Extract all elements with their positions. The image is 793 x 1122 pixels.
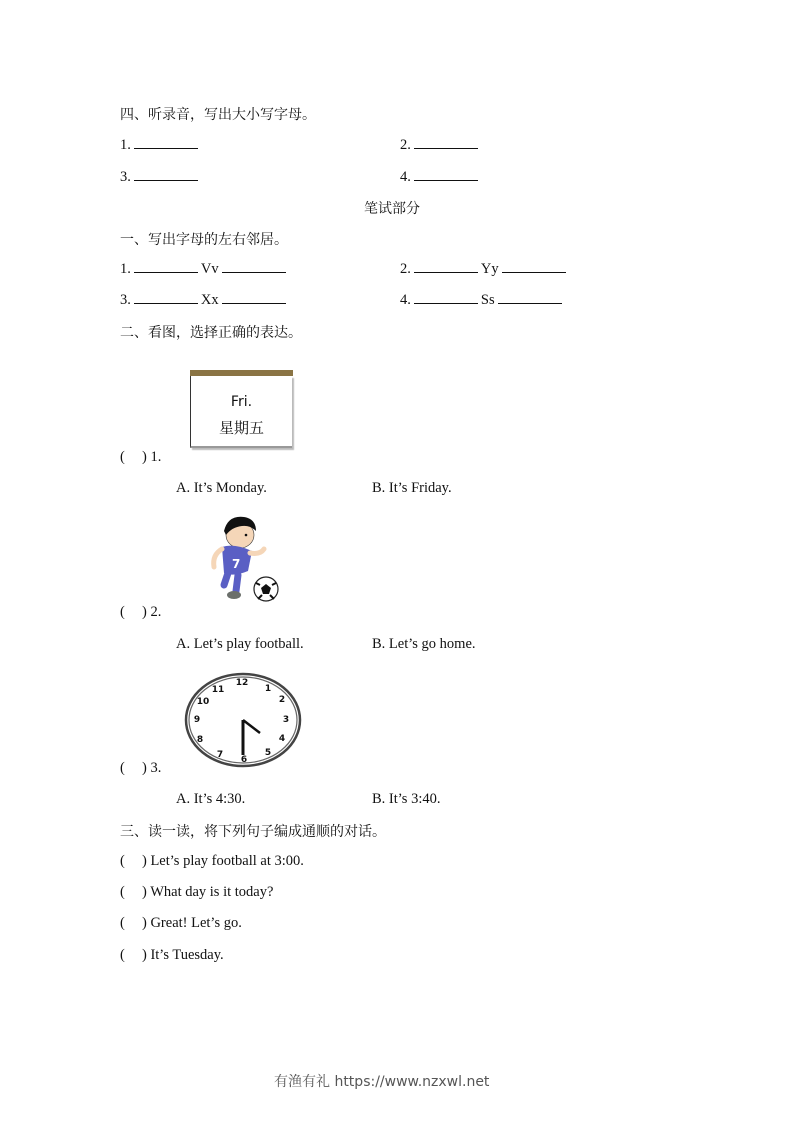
- answer-paren[interactable]: (: [120, 884, 125, 900]
- svg-text:12: 12: [235, 678, 249, 688]
- section2-title: 二、看图，选择正确的表达。: [120, 325, 302, 341]
- right-blank[interactable]: [222, 291, 286, 304]
- footer-watermark: 有渔有礼 https://www.nzxwl.net: [274, 1074, 490, 1090]
- right-blank[interactable]: [502, 260, 566, 273]
- sentence-text: ) It’s Tuesday.: [142, 947, 224, 963]
- q3-option-b: B. It’s 3:40.: [372, 791, 441, 807]
- item-number: 4.: [400, 292, 411, 308]
- sentence-text: ) Let’s play football at 3:00.: [142, 853, 304, 869]
- question-2-label: [120, 604, 161, 621]
- question-number: ) 1.: [142, 449, 162, 465]
- svg-text:9: 9: [193, 715, 201, 725]
- answer-paren[interactable]: (: [120, 760, 125, 776]
- left-blank[interactable]: [134, 291, 198, 304]
- dialogue-sentence-2: [120, 884, 273, 901]
- svg-text:5: 5: [264, 748, 272, 758]
- svg-text:7: 7: [216, 750, 224, 760]
- q2-option-a: A. Let’s play football.: [176, 636, 304, 652]
- item-number: 4.: [400, 169, 411, 185]
- listening-item-2: [400, 136, 481, 154]
- svg-text:6: 6: [240, 755, 248, 765]
- calendar-page: [190, 376, 292, 448]
- left-blank[interactable]: [414, 260, 478, 273]
- question-1-label: [120, 449, 161, 466]
- listening-item-1: [120, 136, 201, 154]
- answer-paren[interactable]: (: [120, 604, 125, 620]
- right-blank[interactable]: [222, 260, 286, 273]
- item-number: 1.: [120, 261, 131, 277]
- calendar-icon: [188, 370, 293, 448]
- svg-text:11: 11: [211, 685, 225, 695]
- item-number: 2.: [400, 137, 411, 153]
- question-number: ) 3.: [142, 760, 162, 776]
- calendar-day-en: Fri.: [230, 394, 253, 410]
- listening-item-3: [120, 168, 201, 186]
- calendar-day-cn: 星期五: [218, 419, 264, 437]
- q1-option-a: A. It’s Monday.: [176, 480, 267, 496]
- written-part-title: 笔试部分: [364, 201, 420, 217]
- item-number: 2.: [400, 261, 411, 277]
- svg-text:3: 3: [282, 715, 290, 725]
- section3-title: 三、读一读，将下列句子编成通顺的对话。: [120, 824, 386, 840]
- section1-title: 一、写出字母的左右邻居。: [120, 232, 288, 248]
- right-blank[interactable]: [498, 291, 562, 304]
- item-number: 3.: [120, 169, 131, 185]
- sentence-text: ) Great! Let’s go.: [142, 915, 242, 931]
- listening-section-title: 四、听录音，写出大小写字母。: [120, 107, 316, 123]
- dialogue-sentence-3: [120, 915, 242, 932]
- letter-neighbor-item-2: [400, 260, 569, 278]
- item-number: 1.: [120, 137, 131, 153]
- letter: Ss: [480, 292, 495, 308]
- answer-blank[interactable]: [134, 136, 198, 149]
- answer-blank[interactable]: [414, 136, 478, 149]
- answer-paren[interactable]: (: [120, 449, 125, 465]
- answer-paren[interactable]: (: [120, 853, 125, 869]
- svg-text:2: 2: [278, 695, 286, 705]
- q1-option-b: B. It’s Friday.: [372, 480, 452, 496]
- letter: Vv: [200, 261, 219, 277]
- left-blank[interactable]: [134, 260, 198, 273]
- q2-option-b: B. Let’s go home.: [372, 636, 476, 652]
- item-number: 3.: [120, 292, 131, 308]
- listening-item-4: [400, 168, 481, 186]
- svg-text:10: 10: [196, 697, 210, 707]
- answer-paren[interactable]: (: [120, 947, 125, 963]
- answer-paren[interactable]: (: [120, 915, 125, 931]
- letter-neighbor-item-3: [120, 291, 289, 309]
- svg-text:4: 4: [278, 734, 286, 744]
- answer-blank[interactable]: [414, 168, 478, 181]
- question-number: ) 2.: [142, 604, 162, 620]
- question-3-label: [120, 760, 161, 777]
- svg-text:7: 7: [232, 557, 241, 571]
- dialogue-sentence-4: [120, 947, 224, 964]
- letter: Xx: [200, 292, 219, 308]
- boy-playing-football-icon: [172, 507, 312, 607]
- letter-neighbor-item-1: [120, 260, 289, 278]
- q3-option-a: A. It’s 4:30.: [176, 791, 246, 807]
- svg-text:8: 8: [196, 735, 204, 745]
- sentence-text: ) What day is it today?: [142, 884, 274, 900]
- clock-icon: [183, 671, 303, 771]
- svg-text:1: 1: [264, 684, 272, 694]
- left-blank[interactable]: [414, 291, 478, 304]
- letter-neighbor-item-4: [400, 291, 565, 309]
- dialogue-sentence-1: [120, 853, 304, 870]
- answer-blank[interactable]: [134, 168, 198, 181]
- letter: Yy: [480, 261, 499, 277]
